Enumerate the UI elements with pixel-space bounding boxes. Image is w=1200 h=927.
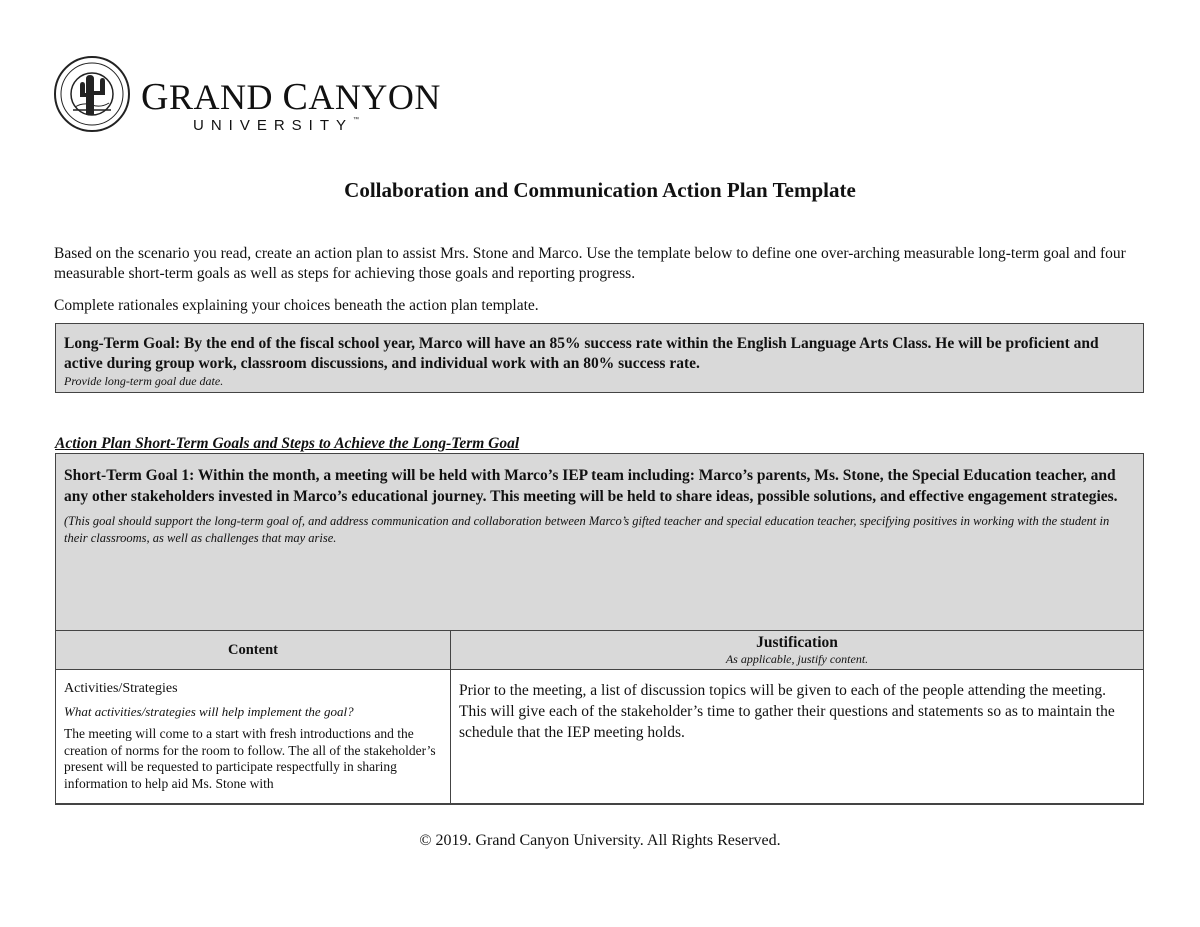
content-header: Content bbox=[55, 630, 451, 670]
justification-header-subtitle: As applicable, justify content. bbox=[725, 652, 869, 666]
justification-header-title: Justification bbox=[756, 634, 838, 651]
short-term-goal-1-text: Short-Term Goal 1: Within the month, a meeting will be held with Marco’s IEP team including: Marco’s parents, Ms. Stone, the Special Education teacher, and any other stakeholders invested in Marco’s educational journey. This meeting will be held to share ideas, possible solutions, and effective engagement strategies. bbox=[64, 467, 1118, 505]
document-title: Collaboration and Communication Action Plan Template bbox=[344, 178, 856, 202]
short-term-goal-1-box bbox=[55, 453, 1144, 631]
long-term-goal-note: Provide long-term goal due date. bbox=[64, 374, 224, 388]
cactus-seal-icon bbox=[53, 55, 131, 133]
action-plan-table bbox=[55, 630, 1144, 805]
activities-question: What activities/strategies will help implement the goal? bbox=[64, 704, 354, 719]
rationale-instruction: Complete rationales explaining your choices beneath the action plan template. bbox=[54, 297, 539, 314]
intro-paragraph: Based on the scenario you read, create an action plan to assist Mrs. Stone and Marco. Use the template below to define one over-arching measurable long-term goal and four measurable short-term goals as well as steps for achieving those goals and reporting progress. bbox=[54, 245, 1126, 282]
long-term-goal-text: Long-Term Goal: By the end of the fiscal school year, Marco will have an 85% success rate within the English Language Arts Class. He will be proficient and active during group work, classroom discussions, and individual work with an 80% success rate. bbox=[64, 335, 1099, 372]
activities-body: The meeting will come to a start with fresh introductions and the creation of norms for the room to follow. The all of the stakeholder’s present will be requested to participate respectfully in sharing information to help aid Ms. Stone with bbox=[64, 726, 436, 791]
university-logo bbox=[53, 55, 441, 140]
justification-cell: Prior to the meeting, a list of discussion topics will be given to each of the people attending the meeting. This will give each of the stakeholder’s time to gather their questions and statements so as to maintain the schedule that the IEP meeting holds. bbox=[450, 669, 1144, 805]
logo-wordmark: GRAND CANYON bbox=[141, 76, 441, 118]
short-term-goal-1-note: (This goal should support the long-term goal of, and address communication and collaboration between Marco’s gifted teacher and special education teacher, specifying positives in working with the student in their classrooms, as well as challenges that may arise. bbox=[64, 514, 1110, 545]
logo-subtitle: UNIVERSITY™ bbox=[193, 117, 360, 134]
long-term-goal-box bbox=[55, 323, 1144, 393]
copyright-footer: © 2019. Grand Canyon University. All Rights Reserved. bbox=[419, 832, 781, 849]
activities-cell bbox=[55, 669, 451, 805]
section-heading: Action Plan Short-Term Goals and Steps to Achieve the Long-Term Goal bbox=[55, 435, 520, 452]
activities-label: Activities/Strategies bbox=[64, 681, 178, 696]
justification-header bbox=[450, 630, 1144, 670]
